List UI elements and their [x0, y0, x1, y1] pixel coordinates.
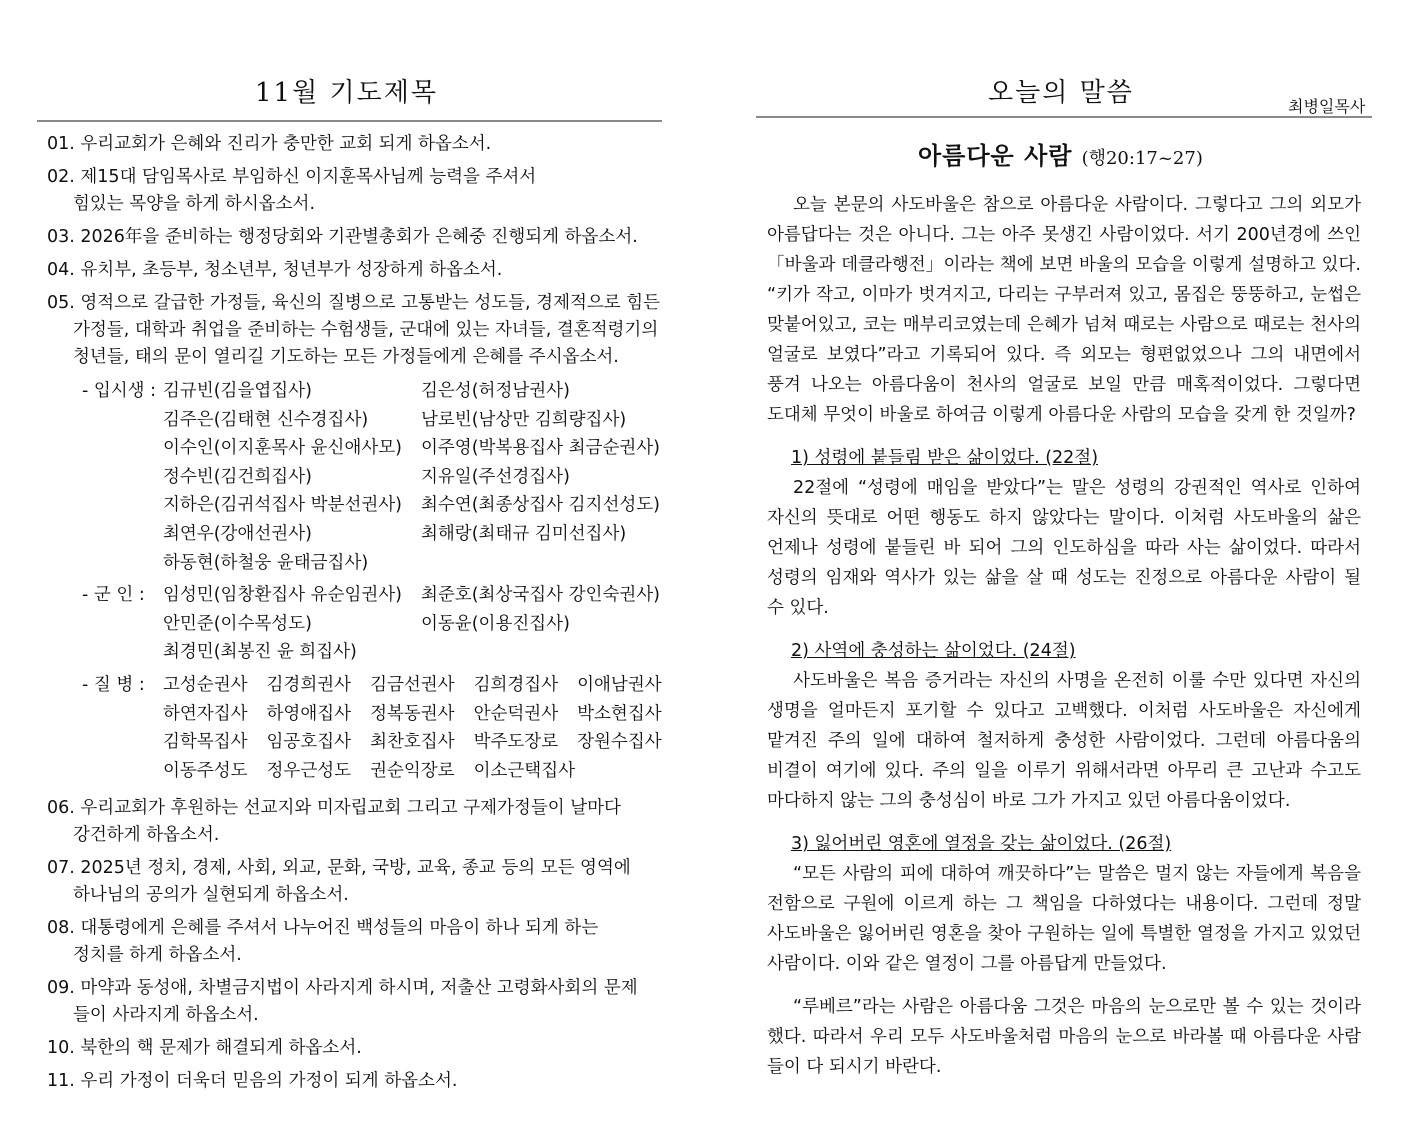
name-entry: 고성순권사 [163, 674, 248, 695]
name-entry: 안민준(이수목성도) [163, 613, 312, 634]
sermon-title: 아름다운 사람 [918, 142, 1073, 170]
paragraph-line: 자신의 뜻대로 어떤 행동도 하지 않았다는 말이다. 이처럼 사도바울의 삶은 [767, 508, 1361, 528]
group-label [47, 520, 163, 549]
sermon-heading [918, 136, 1203, 171]
prayer-list [47, 131, 667, 1101]
name-entry: 최경민(최봉진 윤 희집사) [163, 642, 357, 663]
paragraph-line: 수 있다. [767, 598, 829, 618]
paragraph-line: 비결이 여기에 있다. 주의 일을 이루기 위해서라면 아무리 큰 고난과 수고도 [767, 761, 1361, 781]
paragraph-line: 맞붙어있고, 코는 매부리코였는데 은혜가 넘쳐 때로는 사람으로 때로는 천사의 [767, 315, 1361, 335]
name-entry: 장원수집사 [577, 732, 662, 753]
paragraph-line: 풍겨 나오는 아름다움이 천사의 얼굴로 보일 만큼 매혹적이었다. 그렇다면 [767, 375, 1361, 395]
prayer-item [47, 1068, 667, 1095]
prayer-item-line: 03. 2026年을 준비하는 행정당회와 기관별총회가 은혜중 진행되게 하옵소서. [47, 227, 638, 247]
paragraph-line: “모든 사람의 피에 대하여 깨끗하다”는 말씀은 멀지 않는 자들에게 복음을 [793, 864, 1361, 884]
name-entry: 지하은(김귀석집사 박분선권사) [163, 495, 402, 516]
name-row [47, 377, 667, 406]
prayer-item-line: 04. 유치부, 초등부, 청소년부, 청년부가 성장하게 하옵소서. [47, 260, 503, 280]
paragraph-line: 사도바울은 잃어버린 영혼을 찾아 구원하는 일에 특별한 열정을 가지고 있었던 [767, 924, 1361, 944]
section-heading: 3) 잃어버린 영혼에 열정을 갖는 삶이었다. (26절) [791, 834, 1172, 854]
name-entry: 김학목집사 [163, 732, 248, 753]
group-label [47, 549, 163, 578]
name-entry: 최준호(최상국집사 강인숙권사) [421, 585, 660, 606]
name-entry: 권순익장로 [370, 760, 455, 781]
paragraph-line: 22절에 “성령에 매임을 받았다”는 말은 성령의 강권적인 역사로 인하여 [793, 478, 1361, 498]
paragraph-line: 얼굴로 보였다”라고 기록되어 있다. 즉 외모는 형편없었으나 그의 내면에서 [767, 345, 1361, 365]
name-entry: 남로빈(남상만 김희량집사) [421, 409, 627, 430]
name-entry: 최찬호집사 [370, 732, 455, 753]
name-entry: 정우근성도 [266, 760, 352, 781]
name-entry: 이주영(박복용집사 최금순권사) [421, 438, 660, 459]
paragraph-line: 생명을 얼마든지 포기할 수 있다고 고백했다. 이처럼 사도바울은 자신에게 [767, 701, 1361, 721]
name-entry: 안순덕권사 [473, 703, 559, 724]
paragraph-line: 아름답다는 것은 아니다. 그는 아주 못생긴 사람이었다. 서기 200년경에 쓰인 [767, 225, 1361, 245]
prayer-item [47, 290, 667, 371]
name-row [47, 728, 667, 757]
name-row [47, 638, 667, 667]
name-entry: 김금선권사 [370, 674, 455, 695]
name-entry: 최연우(강애선권사) [163, 523, 312, 544]
prayer-item-line: 힘있는 목양을 하게 하시옵소서. [73, 194, 316, 214]
prayer-item-line: 09. 마약과 동성애, 차별금지법이 사라지게 하시며, 저출산 고령화사회의 문제 [47, 978, 638, 999]
group-label [47, 610, 163, 639]
prayer-item-line: 01. 우리교회가 은혜와 진리가 충만한 교회 되게 하옵소서. [47, 134, 492, 154]
name-entry: 하연자집사 [163, 703, 248, 724]
name-entry: 이애남권사 [577, 674, 662, 695]
name-row [47, 434, 667, 463]
name-entry: 이동주성도 [163, 760, 248, 781]
prayer-item-line: 11. 우리 가정이 더욱더 믿음의 가정이 되게 하옵소서. [47, 1071, 458, 1092]
author: 최병일목사 [1288, 97, 1366, 116]
name-entry: 이소근택집사 [473, 760, 576, 781]
group-label [47, 757, 163, 786]
name-entry: 이수인(이지훈목사 윤신애사모) [163, 438, 402, 459]
name-entry: 박주도장로 [473, 732, 559, 753]
group-label [47, 434, 163, 463]
paragraph-line: 사람이다. 이와 같은 열정이 그를 아름답게 만들었다. [767, 954, 1167, 974]
sick-group [47, 671, 667, 785]
group-label: - 군 인 : [82, 585, 145, 606]
name-entry: 지유일(주선경집사) [421, 466, 570, 487]
left-divider [37, 120, 662, 122]
name-entry: 하영애집사 [266, 703, 352, 724]
group-label [47, 406, 163, 435]
paragraph-line: “키가 작고, 이마가 벗겨지고, 다리는 구부러져 있고, 몸집은 뚱뚱하고, 눈썹은 [767, 285, 1361, 305]
prayer-item-line: 10. 북한의 핵 문제가 해결되게 하옵소서. [47, 1038, 362, 1059]
sermon-body [767, 190, 1361, 1082]
prayer-item-line: 가정들, 대학과 취업을 준비하는 수험생들, 군대에 있는 자녀들, 결혼적령기의 [73, 320, 659, 340]
name-row [47, 700, 667, 729]
name-row [47, 610, 667, 639]
paragraph-line: 마다하지 않는 그의 충성심이 바로 그가 가지고 있던 아름다움이었다. [767, 791, 1291, 811]
prayer-item-line: 06. 우리교회가 후원하는 선교지와 미자립교회 그리고 구제가정들이 날마다 [47, 798, 621, 819]
paragraph-line: 「바울과 데클라행전」이라는 책에 보면 바울의 모습을 이렇게 설명하고 있다. [767, 255, 1361, 275]
prayer-item [47, 257, 667, 284]
prayer-item [47, 164, 667, 218]
right-divider [756, 116, 1372, 118]
section-heading: 1) 성령에 붙들림 받은 삶이었다. (22절) [791, 448, 1099, 468]
prayer-item-line: 05. 영적으로 갈급한 가정들, 육신의 질병으로 고통받는 성도들, 경제적으로 힘든 [47, 293, 661, 313]
group-label [47, 463, 163, 492]
prayer-item-line: 들이 사라지게 하옵소서. [73, 1005, 259, 1026]
prayer-item-line: 청년들, 태의 문이 열리길 기도하는 모든 가정들에게 은혜를 주시옵소서. [73, 347, 619, 367]
name-group [47, 377, 667, 577]
group-label [47, 728, 163, 757]
paragraph-line: 오늘 본문의 사도바울은 참으로 아름다운 사람이다. 그렇다고 그의 외모가 [793, 195, 1361, 215]
name-entry: 김주은(김태현 신수경집사) [163, 409, 369, 430]
prayer-item-line: 하나님의 공의가 실현되게 하옵소서. [73, 885, 349, 906]
prayer-item [47, 795, 667, 849]
sermon-section-title: 오늘의 말씀 [988, 78, 1134, 108]
paragraph-line: 했다. 따라서 우리 모두 사도바울처럼 마음의 눈으로 바라볼 때 아름다운 사람 [767, 1027, 1361, 1047]
prayer-item [47, 131, 667, 158]
name-entry: 정복동권사 [370, 703, 455, 724]
name-row [47, 463, 667, 492]
group-label [47, 491, 163, 520]
prayer-item [47, 915, 667, 969]
name-entry: 임공호집사 [266, 732, 352, 753]
name-row [47, 491, 667, 520]
prayer-item [47, 855, 667, 909]
name-entry: 임성민(임창환집사 유순임권사) [163, 585, 402, 606]
paragraph-line: 사도바울은 복음 증거라는 자신의 사명을 온전히 이룰 수만 있다면 자신의 [793, 671, 1361, 691]
group-label: - 입시생 : [82, 381, 157, 401]
name-entry: 박소현집사 [577, 703, 662, 724]
prayer-item-line: 07. 2025년 정치, 경제, 사회, 외교, 문화, 국방, 교육, 종교 등의 모든 영역에 [47, 858, 631, 879]
paragraph-line: “루베르”라는 사람은 아름다움 그것은 마음의 눈으로만 볼 수 있는 것이라 [793, 997, 1361, 1017]
prayer-title: 11월 기도제목 [255, 78, 438, 108]
name-group [47, 581, 667, 667]
prayer-item-line: 정치를 하게 하옵소서. [73, 945, 242, 966]
group-label [47, 638, 163, 667]
name-entry: 최수연(최종상집사 김지선성도) [421, 495, 660, 516]
name-entry: 김은성(허정남권사) [421, 381, 570, 401]
prayer-item [47, 224, 667, 251]
paragraph-line: 언제나 성령에 붙들린 바 되어 그의 인도하심을 따라 사는 삶이었다. 따라서 [767, 538, 1361, 558]
paragraph-line: 전함으로 구원에 이르게 하는 그 책임을 다하였다는 내용이다. 그런데 정말 [767, 894, 1361, 914]
prayer-item [47, 1035, 667, 1062]
paragraph-line: 들이 다 되시기 바란다. [767, 1057, 942, 1077]
paragraph-gap [767, 979, 1361, 992]
name-entry: 최해랑(최태규 김미선집사) [421, 523, 627, 544]
name-entry: 하동현(하철웅 윤태금집사) [163, 552, 369, 573]
name-row [47, 406, 667, 435]
prayer-item [47, 975, 667, 1029]
prayer-item-line: 02. 제15대 담임목사로 부임하신 이지훈목사님께 능력을 주셔서 [47, 167, 537, 187]
group-label [47, 700, 163, 729]
name-row [47, 520, 667, 549]
prayer-item-line: 강건하게 하옵소서. [73, 825, 220, 846]
name-entry: 김희경집사 [473, 674, 559, 695]
name-entry: 이동윤(이용진집사) [421, 613, 570, 634]
section-heading: 2) 사역에 충성하는 삶이었다. (24절) [791, 641, 1076, 661]
name-row [47, 757, 667, 786]
prayer-item-line: 08. 대통령에게 은혜를 주셔서 나누어진 백성들의 마음이 하나 되게 하는 [47, 918, 599, 939]
group-label: - 질 병 : [82, 674, 145, 695]
paragraph-line: 맡겨진 주의 일에 대하여 철저하게 충성한 사람이었다. 그런데 아름다움의 [767, 731, 1361, 751]
paragraph-line: 성령의 임재와 역사가 있는 삶을 살 때 성도는 진정으로 아름다운 사람이 될 [767, 568, 1361, 588]
scripture-ref: (행20:17~27) [1081, 148, 1203, 169]
name-row [47, 671, 667, 700]
name-row [47, 549, 667, 578]
paragraph-line: 도대체 무엇이 바울로 하여금 이렇게 아름다운 사람의 모습을 갖게 한 것일까? [767, 405, 1356, 425]
name-entry: 김경희권사 [266, 674, 352, 695]
name-entry: 김규빈(김을엽집사) [163, 381, 312, 401]
name-entry: 정수빈(김건희집사) [163, 466, 312, 487]
name-row [47, 581, 667, 610]
